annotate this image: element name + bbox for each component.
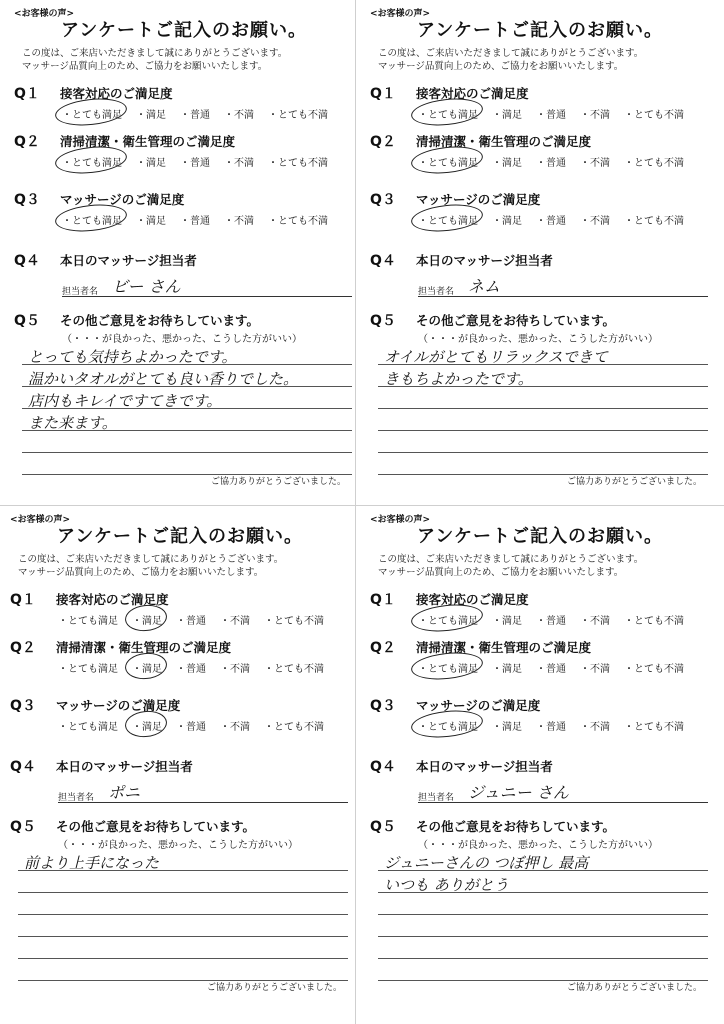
- rating-options: [418, 154, 698, 169]
- handwritten-comment: きもちよかったです。: [384, 370, 533, 388]
- rating-option-selected[interactable]: ・満足: [132, 612, 162, 627]
- rating-option[interactable]: ・普通: [536, 110, 566, 121]
- card-title: アンケートご記入のお願い。: [61, 20, 307, 41]
- question-subtext: （・・・が良かった、悪かった、こうした方がいい）: [58, 840, 298, 851]
- question-text: 接客対応のご満足度: [416, 86, 529, 101]
- rating-options: [58, 660, 338, 675]
- thanks-text: ご協力ありがとうございました。: [566, 983, 702, 993]
- staff-name-handwritten: ジュニー さん: [468, 783, 569, 802]
- handwritten-comment: ジュニーさんの つぼ押し 最高: [384, 854, 589, 872]
- question-number: Q３: [14, 192, 40, 208]
- comment-line: [378, 408, 708, 409]
- question-number: Q２: [370, 134, 396, 150]
- intro-line: この度は、ご来店いただきまして誠にありがとうございます。: [18, 554, 284, 565]
- staff-label: 担当者名: [418, 793, 455, 803]
- rating-option[interactable]: ・普通: [176, 664, 206, 675]
- question-text: 清掃清潔・衛生管理のご満足度: [60, 134, 236, 149]
- rating-options: [58, 718, 338, 733]
- rating-option[interactable]: ・とても不満: [624, 664, 684, 675]
- question-number: Q３: [370, 192, 396, 208]
- intro-line: マッサージ品質向上のため、ご協力をお願いいたします。: [18, 567, 264, 578]
- rating-option[interactable]: ・とても不満: [624, 616, 684, 627]
- rating-option-selected[interactable]: ・とても満足: [62, 154, 122, 169]
- intro-line: マッサージ品質向上のため、ご協力をお願いいたします。: [378, 567, 624, 578]
- rating-option[interactable]: ・とても満足: [58, 616, 118, 627]
- question-number: Q１: [10, 592, 36, 608]
- rating-option[interactable]: ・不満: [224, 158, 254, 169]
- question-number: Q５: [14, 313, 40, 329]
- rating-option-selected[interactable]: ・とても満足: [418, 718, 478, 733]
- rating-option[interactable]: ・とても不満: [264, 616, 324, 627]
- question-number: Q４: [14, 253, 40, 269]
- rating-option[interactable]: ・満足: [492, 110, 522, 121]
- handwritten-comment: とっても気持ちよかったです。: [28, 348, 237, 366]
- question-text: 本日のマッサージ担当者: [60, 253, 197, 268]
- rating-option[interactable]: ・とても不満: [268, 158, 328, 169]
- question-text: 清掃清潔・衛生管理のご満足度: [56, 640, 232, 655]
- intro-line: マッサージ品質向上のため、ご協力をお願いいたします。: [22, 61, 268, 72]
- rating-option[interactable]: ・普通: [176, 722, 206, 733]
- handwritten-comment: また来ます。: [28, 414, 117, 432]
- rating-option-selected[interactable]: ・とても満足: [62, 212, 122, 227]
- staff-name-field[interactable]: [58, 782, 348, 803]
- rating-option[interactable]: ・とても満足: [58, 722, 118, 733]
- rating-option[interactable]: ・満足: [492, 616, 522, 627]
- rating-option[interactable]: ・不満: [224, 216, 254, 227]
- rating-option[interactable]: ・普通: [180, 110, 210, 121]
- rating-option-selected[interactable]: ・満足: [132, 718, 162, 733]
- rating-option[interactable]: ・不満: [580, 664, 610, 675]
- survey-card: [370, 6, 710, 496]
- rating-option[interactable]: ・とても不満: [268, 216, 328, 227]
- card-tag: <お客様の声>: [370, 9, 431, 19]
- comment-line: [18, 958, 348, 959]
- question-text: その他ご意見をお待ちしています。: [60, 313, 260, 328]
- rating-options: [62, 106, 342, 121]
- intro-line: この度は、ご来店いただきまして誠にありがとうございます。: [378, 48, 644, 59]
- staff-label: 担当者名: [58, 793, 95, 803]
- rating-option[interactable]: ・満足: [136, 158, 166, 169]
- question-subtext: （・・・が良かった、悪かった、こうした方がいい）: [418, 334, 658, 345]
- rating-option-selected[interactable]: ・とても満足: [418, 612, 478, 627]
- card-tag: <お客様の声>: [14, 9, 75, 19]
- thanks-text: ご協力ありがとうございました。: [566, 477, 702, 487]
- rating-option[interactable]: ・普通: [180, 158, 210, 169]
- rating-option[interactable]: ・不満: [580, 722, 610, 733]
- rating-options: [58, 612, 338, 627]
- survey-card: [370, 512, 710, 1002]
- question-text: 本日のマッサージ担当者: [416, 759, 553, 774]
- rating-option[interactable]: ・不満: [220, 616, 250, 627]
- staff-label: 担当者名: [418, 287, 455, 297]
- rating-option[interactable]: ・不満: [580, 616, 610, 627]
- question-subtext: （・・・が良かった、悪かった、こうした方がいい）: [418, 840, 658, 851]
- intro-text: [378, 553, 708, 579]
- comment-line: [378, 914, 708, 915]
- staff-name-handwritten: ポニ: [108, 783, 141, 802]
- rating-option[interactable]: ・満足: [136, 216, 166, 227]
- question-text: マッサージのご満足度: [56, 698, 181, 713]
- comment-line: [18, 892, 348, 893]
- question-number: Q４: [370, 253, 396, 269]
- handwritten-comment: 店内もキレイですてきです。: [28, 392, 222, 410]
- handwritten-comment: オイルがとてもリラックスできて: [384, 348, 608, 366]
- intro-text: [22, 47, 352, 73]
- card-title: アンケートご記入のお願い。: [57, 526, 303, 547]
- rating-option[interactable]: ・とても満足: [58, 664, 118, 675]
- rating-option[interactable]: ・とても不満: [624, 158, 684, 169]
- rating-options: [62, 212, 342, 227]
- rating-option[interactable]: ・不満: [580, 110, 610, 121]
- staff-name-field[interactable]: [62, 276, 352, 297]
- handwritten-comment: いつも ありがとう: [384, 876, 509, 894]
- rating-options: [418, 106, 698, 121]
- rating-option[interactable]: ・とても不満: [264, 722, 324, 733]
- question-text: マッサージのご満足度: [60, 192, 185, 207]
- staff-name-field[interactable]: [418, 276, 708, 297]
- rating-option[interactable]: ・不満: [580, 216, 610, 227]
- question-text: その他ご意見をお待ちしています。: [416, 313, 616, 328]
- rating-option-selected[interactable]: ・とても満足: [418, 212, 478, 227]
- rating-option[interactable]: ・満足: [492, 664, 522, 675]
- question-text: マッサージのご満足度: [416, 698, 541, 713]
- comment-line: [378, 936, 708, 937]
- card-tag: <お客様の声>: [370, 515, 431, 525]
- question-text: その他ご意見をお待ちしています。: [416, 819, 616, 834]
- horizontal-divider: [0, 505, 724, 506]
- rating-option[interactable]: ・とても不満: [264, 664, 324, 675]
- question-number: Q２: [14, 134, 40, 150]
- question-number: Q２: [10, 640, 36, 656]
- question-number: Q５: [370, 313, 396, 329]
- staff-label: 担当者名: [62, 287, 99, 297]
- question-number: Q３: [370, 698, 396, 714]
- comment-line: [18, 914, 348, 915]
- comment-line: [378, 430, 708, 431]
- rating-option[interactable]: ・普通: [536, 722, 566, 733]
- question-number: Q５: [370, 819, 396, 835]
- question-text: その他ご意見をお待ちしています。: [56, 819, 256, 834]
- rating-options: [418, 660, 698, 675]
- rating-options: [418, 612, 698, 627]
- question-number: Q４: [370, 759, 396, 775]
- question-text: 清掃清潔・衛生管理のご満足度: [416, 640, 592, 655]
- question-number: Q５: [10, 819, 36, 835]
- rating-option[interactable]: ・とても不満: [268, 110, 328, 121]
- handwritten-comment: 温かいタオルがとても良い香りでした。: [28, 370, 299, 388]
- card-title: アンケートご記入のお願い。: [417, 20, 663, 41]
- question-text: 接客対応のご満足度: [60, 86, 173, 101]
- staff-name-field[interactable]: [418, 782, 708, 803]
- rating-option[interactable]: ・とても不満: [624, 722, 684, 733]
- card-tag: <お客様の声>: [10, 515, 71, 525]
- rating-option[interactable]: ・不満: [220, 664, 250, 675]
- rating-options: [62, 154, 342, 169]
- intro-line: この度は、ご来店いただきまして誠にありがとうございます。: [22, 48, 288, 59]
- staff-name-handwritten: ネム: [468, 277, 501, 296]
- comment-line: [22, 452, 352, 453]
- rating-option-selected[interactable]: ・とても満足: [62, 106, 122, 121]
- intro-line: マッサージ品質向上のため、ご協力をお願いいたします。: [378, 61, 624, 72]
- rating-option[interactable]: ・不満: [224, 110, 254, 121]
- question-subtext: （・・・が良かった、悪かった、こうした方がいい）: [62, 334, 302, 345]
- rating-option-selected[interactable]: ・とても満足: [418, 660, 478, 675]
- rating-option-selected[interactable]: ・とても満足: [418, 154, 478, 169]
- survey-card: [14, 6, 354, 496]
- vertical-divider: [355, 0, 356, 1024]
- thanks-text: ご協力ありがとうございました。: [210, 477, 346, 487]
- survey-card: [10, 512, 350, 1002]
- question-text: 本日のマッサージ担当者: [416, 253, 553, 268]
- question-text: 清掃清潔・衛生管理のご満足度: [416, 134, 592, 149]
- rating-option-selected[interactable]: ・満足: [132, 660, 162, 675]
- staff-name-handwritten: ビー さん: [112, 277, 181, 296]
- question-text: マッサージのご満足度: [416, 192, 541, 207]
- rating-option[interactable]: ・普通: [536, 664, 566, 675]
- thanks-text: ご協力ありがとうございました。: [206, 983, 342, 993]
- comment-line: [378, 958, 708, 959]
- intro-text: [18, 553, 348, 579]
- rating-option[interactable]: ・不満: [220, 722, 250, 733]
- question-number: Q１: [370, 592, 396, 608]
- intro-line: この度は、ご来店いただきまして誠にありがとうございます。: [378, 554, 644, 565]
- rating-options: [418, 212, 698, 227]
- question-number: Q２: [370, 640, 396, 656]
- rating-option[interactable]: ・普通: [536, 216, 566, 227]
- rating-option[interactable]: ・普通: [180, 216, 210, 227]
- handwritten-comment: 前より上手になった: [24, 854, 160, 872]
- question-text: 本日のマッサージ担当者: [56, 759, 193, 774]
- rating-option-selected[interactable]: ・とても満足: [418, 106, 478, 121]
- question-text: 接客対応のご満足度: [56, 592, 169, 607]
- question-number: Q１: [370, 86, 396, 102]
- rating-option[interactable]: ・満足: [136, 110, 166, 121]
- rating-option[interactable]: ・満足: [492, 722, 522, 733]
- rating-option[interactable]: ・普通: [176, 616, 206, 627]
- intro-text: [378, 47, 708, 73]
- question-text: 接客対応のご満足度: [416, 592, 529, 607]
- question-number: Q３: [10, 698, 36, 714]
- comment-line: [378, 452, 708, 453]
- question-number: Q４: [10, 759, 36, 775]
- rating-option[interactable]: ・満足: [492, 158, 522, 169]
- question-number: Q１: [14, 86, 40, 102]
- comment-line: [18, 936, 348, 937]
- card-title: アンケートご記入のお願い。: [417, 526, 663, 547]
- rating-option[interactable]: ・普通: [536, 616, 566, 627]
- rating-options: [418, 718, 698, 733]
- rating-option[interactable]: ・普通: [536, 158, 566, 169]
- rating-option[interactable]: ・不満: [580, 158, 610, 169]
- rating-option[interactable]: ・とても不満: [624, 110, 684, 121]
- rating-option[interactable]: ・とても不満: [624, 216, 684, 227]
- rating-option[interactable]: ・満足: [492, 216, 522, 227]
